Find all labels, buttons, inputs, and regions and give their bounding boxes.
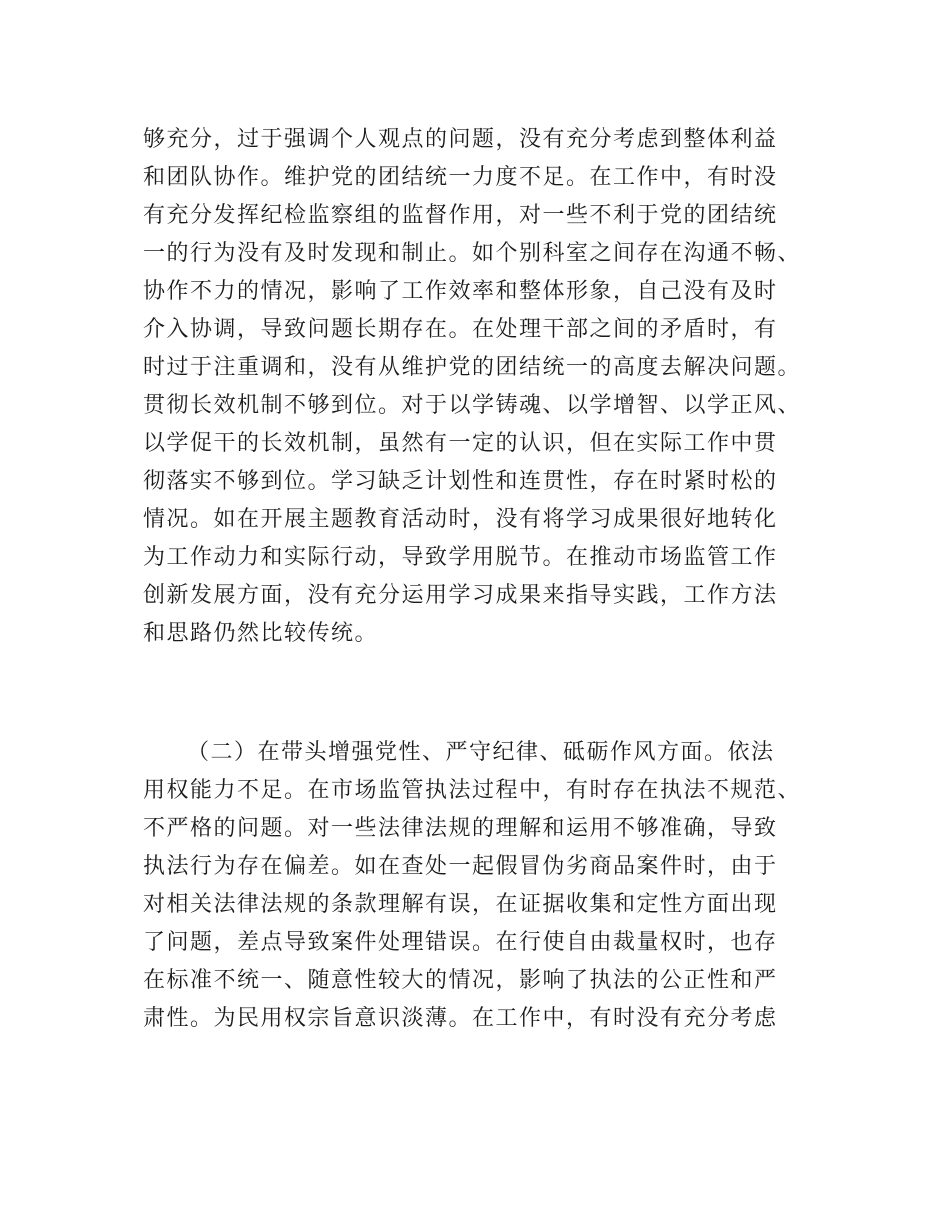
paragraph-1-line: 有充分发挥纪检监察组的监督作用，对一些不利于党的团结统: [143, 203, 778, 228]
paragraph-2-line: （二）在带头增强党性、严守纪律、砥砺作风方面。依法: [187, 740, 775, 765]
paragraph-1-line: 协作不力的情况，影响了工作效率和整体形象，自己没有及时: [143, 279, 778, 304]
paragraph-2-line: 执法行为存在偏差。如在查处一起假冒伪劣商品案件时，由于: [143, 854, 778, 879]
paragraph-1-line: 贯彻长效机制不够到位。对于以学铸魂、以学增智、以学正风、: [143, 393, 802, 418]
paragraph-1-line: 够充分，过于强调个人观点的问题，没有充分考虑到整体利益: [143, 127, 778, 152]
paragraph-2-line: 对相关法律法规的条款理解有误，在证据收集和定性方面出现: [143, 892, 778, 917]
paragraph-1-line: 一的行为没有及时发现和制止。如个别科室之间存在沟通不畅、: [143, 241, 802, 266]
paragraph-2-line: 肃性。为民用权宗旨意识淡薄。在工作中，有时没有充分考虑: [143, 1006, 778, 1031]
paragraph-1: [143, 121, 813, 653]
paragraph-1-line: 介入协调，导致问题长期存在。在处理干部之间的矛盾时，有: [143, 317, 778, 342]
paragraph-2-line: 不严格的问题。对一些法律法规的理解和运用不够准确，导致: [143, 816, 778, 841]
paragraph-1-line: 创新发展方面，没有充分运用学习成果来指导实践，工作方法: [143, 583, 778, 608]
paragraph-2: [143, 734, 813, 1038]
paragraph-1-line: 时过于注重调和，没有从维护党的团结统一的高度去解决问题。: [143, 355, 802, 380]
paragraph-2-line: 在标准不统一、随意性较大的情况，影响了执法的公正性和严: [143, 968, 778, 993]
paragraph-2-line: 了问题，差点导致案件处理错误。在行使自由裁量权时，也存: [143, 930, 778, 955]
paragraph-1-line: 彻落实不够到位。学习缺乏计划性和连贯性，存在时紧时松的: [143, 469, 778, 494]
paragraph-1-line: 和团队协作。维护党的团结统一力度不足。在工作中，有时没: [143, 165, 778, 190]
paragraph-1-line: 为工作动力和实际行动，导致学用脱节。在推动市场监管工作: [143, 545, 778, 570]
paragraph-1-line: 情况。如在开展主题教育活动时，没有将学习成果很好地转化: [143, 507, 778, 532]
paragraph-2-line: 用权能力不足。在市场监管执法过程中，有时存在执法不规范、: [143, 778, 802, 803]
paragraph-1-line: 以学促干的长效机制，虽然有一定的认识，但在实际工作中贯: [143, 431, 778, 456]
paragraph-1-line: 和思路仍然比较传统。: [143, 621, 379, 646]
